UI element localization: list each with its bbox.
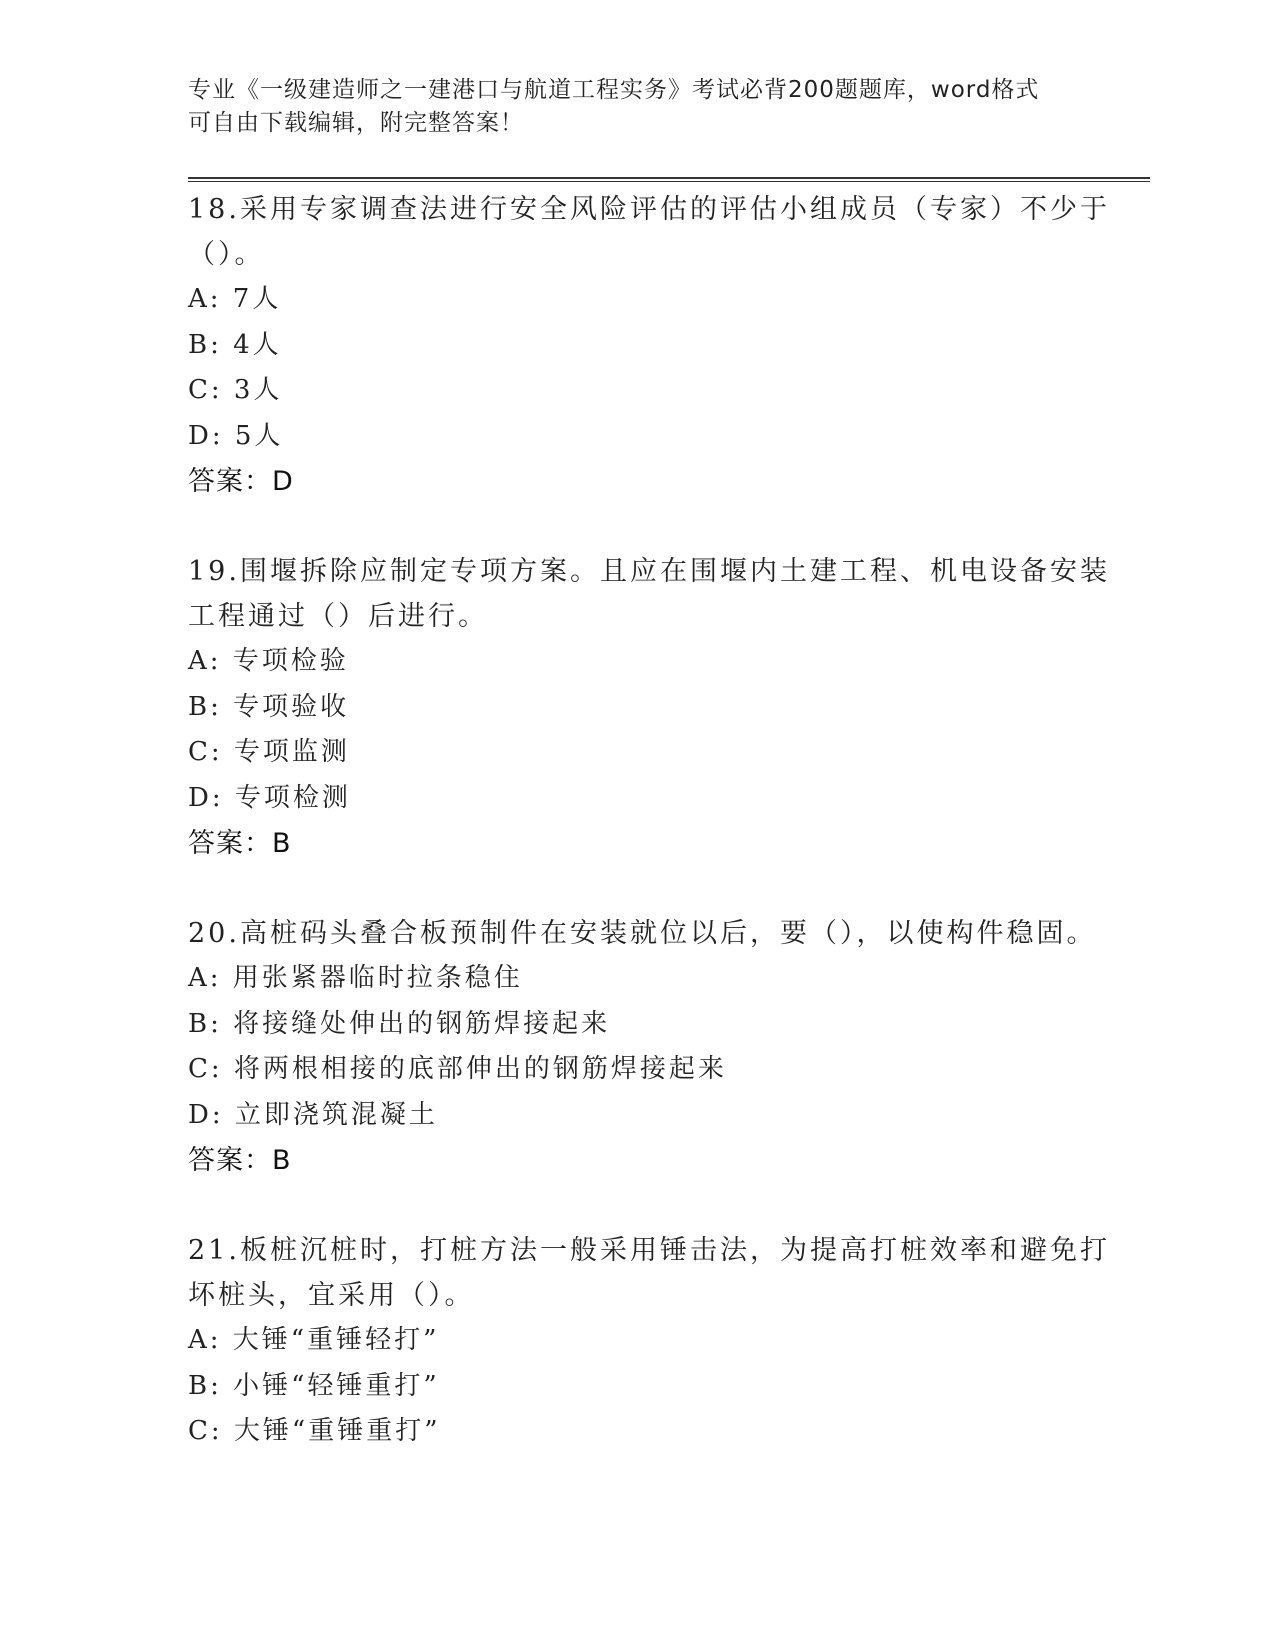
option-a: A: 大锤“重锤轻打” — [188, 1325, 440, 1355]
option-b: B: 专项验收 — [188, 691, 350, 722]
option-b: B: 将接缝处伸出的钢筋焊接起来 — [188, 1008, 611, 1039]
question-text-line: 19.围堰拆除应制定专项方案。且应在围堰内土建工程、机电设备安装 — [188, 556, 1110, 587]
document-header — [188, 74, 1068, 140]
question-text-line: 工程通过（）后进行。 — [188, 601, 488, 632]
answer-line: 答案：B — [188, 828, 292, 859]
option-a: A: 用张紧器临时拉条稳住 — [188, 963, 523, 993]
option-b: B: 4人 — [188, 329, 282, 360]
question-20 — [188, 911, 1097, 1183]
option-a: A: 专项检验 — [188, 646, 349, 676]
header-divider — [188, 177, 1150, 182]
option-c: C: 大锤“重锤重打” — [188, 1416, 441, 1446]
question-text-line: 21.板桩沉桩时，打桩方法一般采用锤击法，为提高打桩效率和避免打 — [188, 1235, 1110, 1266]
option-a: A: 7人 — [188, 284, 282, 314]
question-21 — [188, 1228, 1110, 1455]
question-list — [188, 187, 1110, 1455]
question-text-line: 20.高桩码头叠合板预制件在安装就位以后，要（），以使构件稳固。 — [188, 918, 1097, 949]
header-line-1: 专业《一级建造师之一建港口与航道工程实务》考试必背200题题库，word格式 — [188, 77, 1040, 103]
option-c: C: 专项监测 — [188, 737, 350, 767]
question-text-line: （）。 — [188, 239, 265, 270]
option-d: D: 立即浇筑混凝土 — [188, 1099, 438, 1130]
option-c: C: 3人 — [188, 375, 283, 405]
option-d: D: 5人 — [188, 420, 284, 451]
question-text-line: 坏桩头，宜采用（）。 — [188, 1280, 475, 1311]
option-b: B: 小锤“轻锤重打” — [188, 1370, 440, 1401]
question-19 — [188, 549, 1110, 866]
question-18 — [188, 187, 1110, 504]
answer-line: 答案：D — [188, 466, 294, 497]
option-d: D: 专项检测 — [188, 782, 351, 813]
answer-line: 答案：B — [188, 1145, 292, 1176]
question-text-line: 18.采用专家调查法进行安全风险评估的评估小组成员（专家）不少于 — [188, 194, 1110, 225]
header-line-2: 可自由下载编辑，附完整答案！ — [188, 110, 524, 136]
option-c: C: 将两根相接的底部伸出的钢筋焊接起来 — [188, 1054, 727, 1084]
